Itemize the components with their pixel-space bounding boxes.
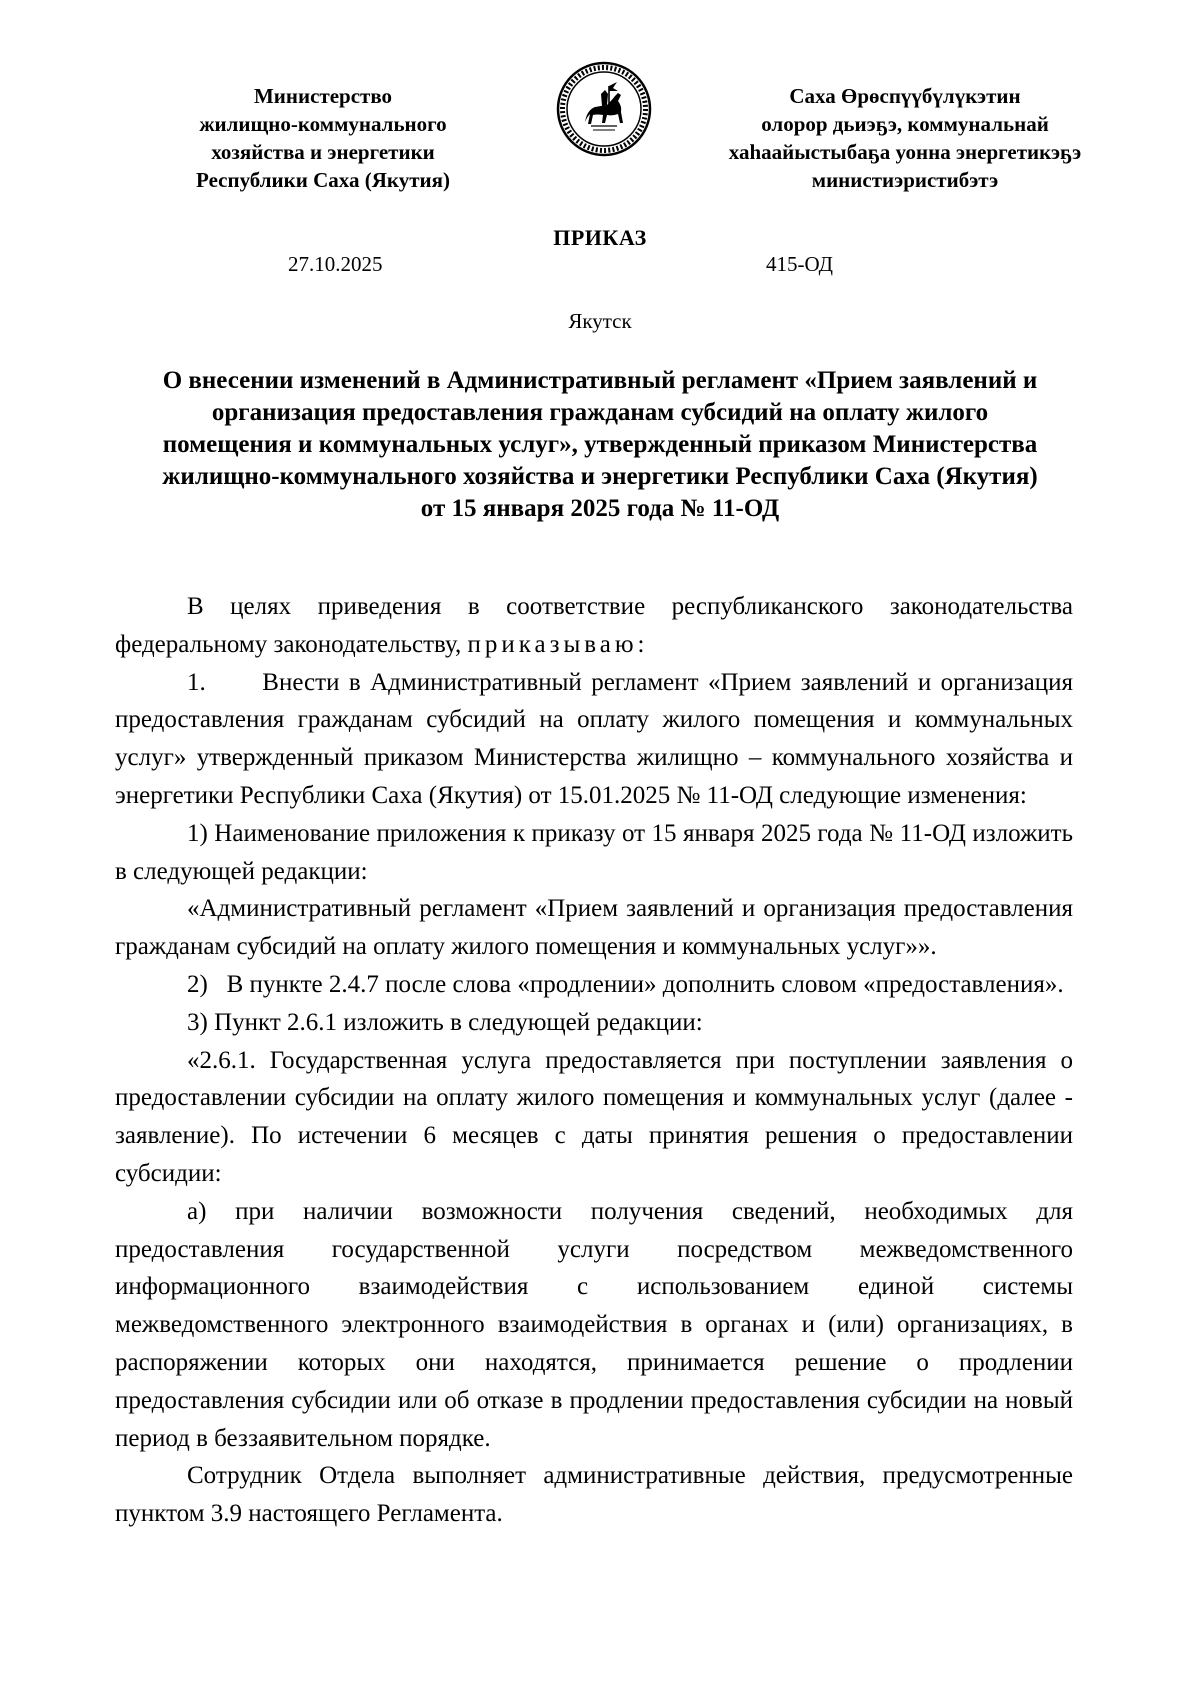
subclause-1-paragraph: 1) Наименование приложения к приказу от 15 января 2025 года № 11-ОД изложить в следующей редакции: bbox=[115, 819, 1073, 885]
ministry-name-line: Саха Өрөспүүбүлүкэтин bbox=[789, 84, 1021, 108]
ministry-name-line: Министерство bbox=[253, 84, 393, 108]
ministry-name-line: олорор дьиэҕэ, коммунальнай bbox=[761, 112, 1049, 136]
document-title bbox=[120, 365, 1080, 525]
item-a-paragraph: а) при наличии возможности получения сведений, необходимых для предоставления государственной услуги посредством межведомственного информационного взаимодействия с использованием единой системы межведомственного электронного взаимодействия в органах и (или) организациях, в распоряжении которых они находятся, принимается решение о продлении предоставления субсидии или об отказе в продлении предоставления субсидии на новый период в беззаявительном порядке. bbox=[115, 1197, 1073, 1452]
ministry-name-line: хозяйства и энергетики bbox=[211, 140, 435, 164]
preamble-paragraph bbox=[115, 588, 1073, 664]
ministry-name-russian bbox=[128, 82, 518, 194]
document-title-line: жилищно-коммунального хозяйства и энергетики Республики Саха (Якутия) bbox=[162, 463, 1038, 490]
ministry-name-line: жилищно-коммунального bbox=[199, 112, 447, 136]
new-title-paragraph: «Административный регламент «Прием заявлений и организация предоставления гражданам субсидий на оплату жилого помещения и коммунальных услуг»». bbox=[115, 895, 1073, 961]
order-city: Якутск bbox=[568, 309, 632, 333]
document-title-line: организация предоставления гражданам субсидий на оплату жилого bbox=[211, 399, 989, 426]
ministry-name-sakha bbox=[705, 82, 1105, 194]
clause-1-paragraph: 1. Внести в Административный регламент «Прием заявлений и организация предоставления гражданам субсидий на оплату жилого помещения и коммунальных услуг» утвержденный приказом Министерства жилищно – коммунального хозяйства и энергетики Республики Саха (Якутия) от 15.01.2025 № 11-ОД следующие изменения: bbox=[115, 668, 1073, 809]
document-body bbox=[115, 588, 1073, 1533]
subclause-2-paragraph: 2) В пункте 2.4.7 после слова «продлении» дополнить словом «предоставления». bbox=[187, 970, 1064, 998]
order-title: ПРИКАЗ bbox=[553, 225, 647, 250]
subclause-3-paragraph: 3) Пункт 2.6.1 изложить в следующей редакции: bbox=[187, 1008, 703, 1036]
order-number: 415-ОД bbox=[766, 252, 833, 276]
preamble-colon: : bbox=[637, 630, 645, 658]
staff-actions-paragraph: Сотрудник Отдела выполняет административные действия, предусмотренные пунктом 3.9 настоящего Регламента. bbox=[115, 1462, 1073, 1528]
order-word-spaced: приказываю bbox=[467, 630, 638, 658]
document-title-line: от 15 января 2025 года № 11-ОД bbox=[420, 495, 780, 522]
document-title-line: помещения и коммунальных услуг», утвержденный приказом Министерства bbox=[162, 431, 1038, 458]
ministry-name-line: хаһаайыстыбаҕа уонна энергетикэҕэ bbox=[728, 140, 1082, 164]
item-2-6-1-paragraph: «2.6.1. Государственная услуга предоставляется при поступлении заявления о предоставлении субсидии на оплату жилого помещения и коммунальных услуг (далее - заявление). По истечении 6 месяцев с даты принятия решения о предоставлении субсидии: bbox=[115, 1046, 1073, 1187]
sakha-republic-emblem-icon bbox=[555, 60, 653, 158]
order-date: 27.10.2025 bbox=[288, 252, 383, 276]
ministry-name-line: Республики Саха (Якутия) bbox=[196, 168, 450, 192]
document-title-line: О внесении изменений в Административный регламент «Прием заявлений и bbox=[162, 367, 1038, 394]
preamble-text: В целях приведения в соответствие республиканского законодательства федеральному законодательству, bbox=[115, 593, 1073, 658]
ministry-name-line: министиэристибэтэ bbox=[811, 168, 999, 192]
